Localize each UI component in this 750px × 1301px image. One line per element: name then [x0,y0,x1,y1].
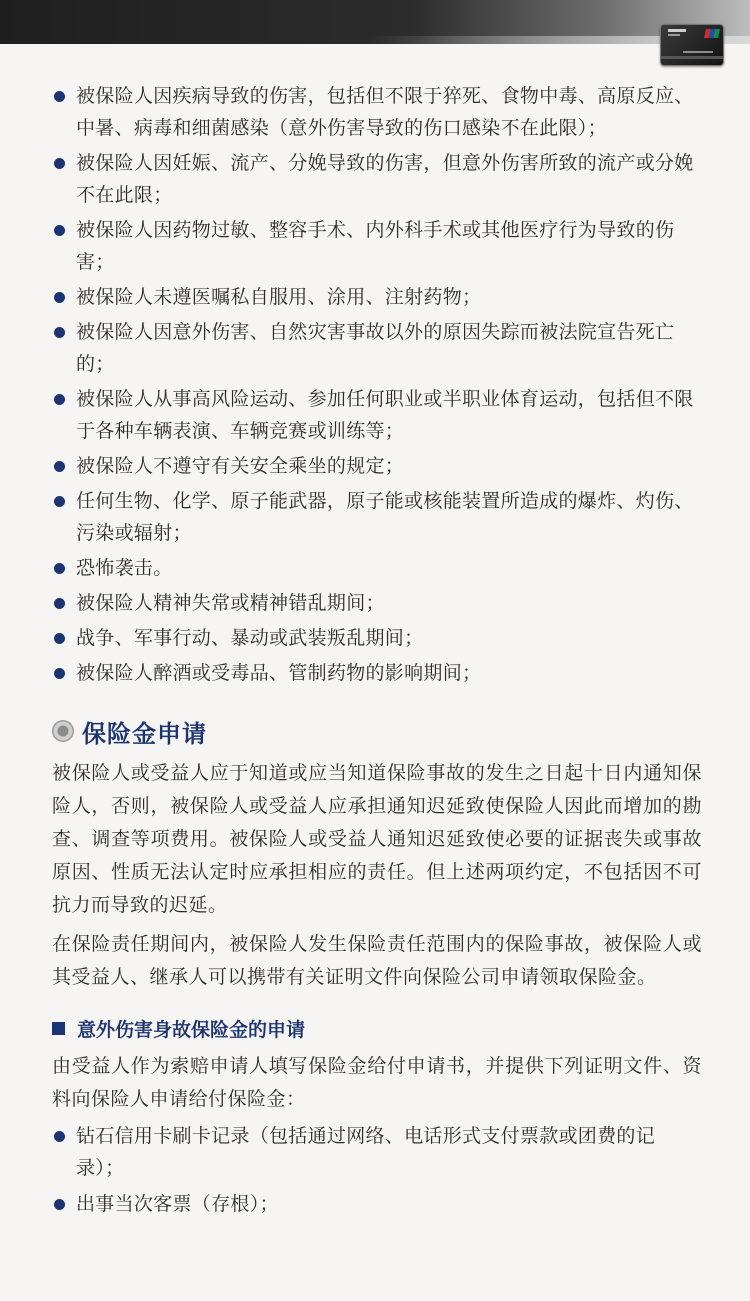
documents-list [52,1120,702,1220]
header-band [0,0,750,44]
section-title: 保险金申请 [82,719,207,748]
subsection-heading [52,1012,702,1044]
list-item: 被保险人从事高风险运动、参加任何职业或半职业体育运动，包括但不限于各种车辆表演、车辆竞赛或训练等； [52,383,702,447]
bullet-icon [54,496,65,507]
paragraph-documents-intro: 由受益人作为索赔申请人填写保险金给付申请书，并提供下列证明文件、资料向保险人申请给付保险金： [52,1055,702,1110]
card-stripe [661,56,723,59]
card-logo-bar [668,29,686,32]
list-item: 被保险人因疾病导致的伤害，包括但不限于猝死、食物中毒、高原反应、中暑、病毒和细菌感染（意外伤害导致的伤口感染不在此限）； [52,80,702,144]
bullet-icon [54,394,65,405]
credit-card-image [660,24,724,66]
list-item: 战争、军事行动、暴动或武装叛乱期间； [52,622,702,654]
bullet-icon [54,327,65,338]
bullet-icon [54,598,65,609]
list-item: 钻石信用卡刷卡记录（包括通过网络、电话形式支付票款或团费的记录）； [52,1120,702,1184]
bullet-icon [54,461,65,472]
bullet-icon [54,1199,65,1210]
paragraph-claim-right: 在保险责任期间内，被保险人发生保险责任范围内的保险事故，被保险人或其受益人、继承人可以携带有关证明文件向保险公司申请领取保险金。 [52,933,702,988]
paragraph-notification: 被保险人或受益人应于知道或应当知道保险事故的发生之日起十日内通知保险人，否则，被保险人或受益人应承担通知迟延致使保险人因此而增加的勘查、调查等项费用。被保险人或受益人通知迟延致使必要的证据丧失或事故原因、性质无法认定时应承担相应的责任。但上述两项约定，不包括因不可抗力而导致的迟延。 [52,762,702,916]
list-item: 被保险人因妊娠、流产、分娩导致的伤害，但意外伤害所致的流产或分娩不在此限； [52,147,702,211]
bullet-icon [54,563,65,574]
bullet-icon [54,1131,65,1142]
list-item: 出事当次客票（存根）； [52,1188,702,1220]
list-item: 被保险人精神失常或精神错乱期间； [52,587,702,619]
circle-bullet-icon [52,720,74,742]
list-item: 被保险人因意外伤害、自然灾害事故以外的原因失踪而被法院宣告死亡的； [52,316,702,380]
list-item: 被保险人因药物过敏、整容手术、内外科手术或其他医疗行为导致的伤害； [52,214,702,278]
list-item: 恐怖袭击。 [52,552,702,584]
list-item: 被保险人醉酒或受毒品、管制药物的影响期间； [52,657,702,689]
square-bullet-icon [52,1022,65,1035]
section-heading [52,711,702,751]
bullet-icon [54,158,65,169]
bullet-icon [54,225,65,236]
list-item: 被保险人未遵医嘱私自服用、涂用、注射药物； [52,281,702,313]
card-skyline [683,37,713,53]
exclusion-list [52,80,702,689]
document-content [52,80,702,1224]
bullet-icon [54,91,65,102]
subsection-title: 意外伤害身故保险金的申请 [77,1018,306,1041]
list-item: 被保险人不遵守有关安全乘坐的规定； [52,450,702,482]
bullet-icon [54,292,65,303]
bullet-icon [54,668,65,679]
bullet-icon [54,633,65,644]
list-item: 任何生物、化学、原子能武器，原子能或核能装置所造成的爆炸、灼伤、污染或辐射； [52,485,702,549]
card-logo-bar-small [668,34,680,36]
